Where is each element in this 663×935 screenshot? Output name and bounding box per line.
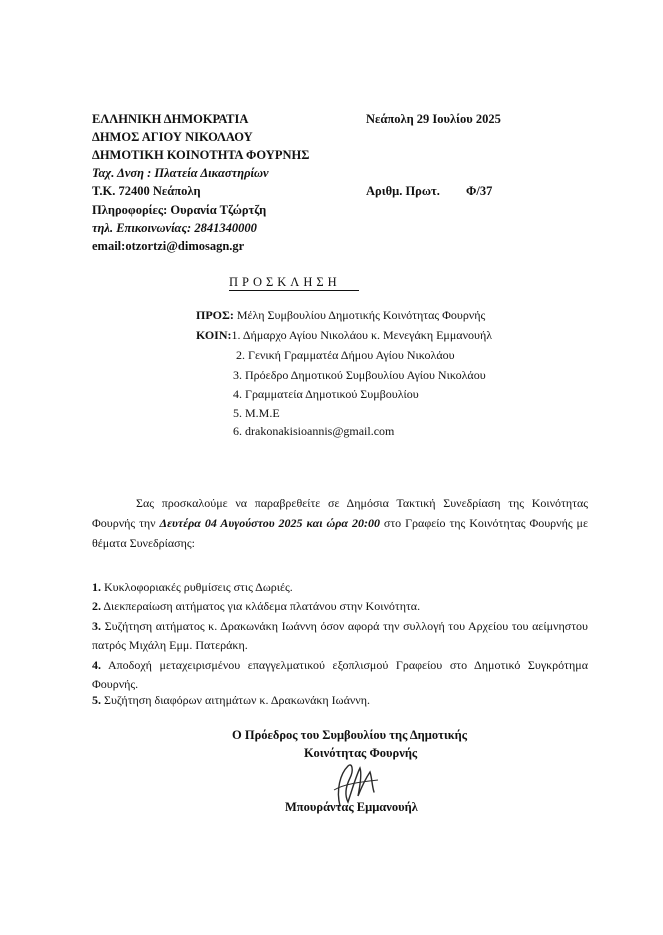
agenda-number: 5. [92, 693, 101, 707]
cc-item: 4. Γραμματεία Δημοτικού Συμβουλίου [233, 387, 419, 401]
protocol-label: Αριθμ. Πρωτ. [366, 184, 440, 198]
agenda-text: Συζήτηση αιτήματος κ. Δρακωνάκη Ιωάννη όσον αφορά την συλλογή του Αρχείου του αείμνηστου πατρός Μιχάλη Εμμ. Πατεράκη. [92, 619, 588, 652]
document-date: Νεάπολη 29 Ιουλίου 2025 [366, 112, 501, 126]
signature-title-line1: Ο Πρόεδρος του Συμβουλίου της Δημοτικής [232, 728, 468, 742]
cc-line-1 [196, 328, 492, 343]
phone-number: τηλ. Επικοινωνίας: 2841340000 [92, 221, 257, 235]
agenda-number: 4. [92, 658, 101, 672]
cc-item: 6. drakonakisioannis@gmail.com [233, 424, 395, 438]
agenda-item [92, 656, 588, 694]
cc-item: 5. Μ.Μ.Ε [233, 406, 280, 420]
cc-label: ΚΟΙΝ: [196, 328, 232, 342]
agenda-item [92, 693, 588, 708]
postal-address: Ταχ. Δνση : Πλατεία Δικαστηρίων [92, 166, 269, 180]
info-contact: Πληροφορίες: Ουρανία Τζώρτζη [92, 203, 267, 217]
agenda-text: Κυκλοφοριακές ρυθμίσεις στις Δωριές. [104, 580, 293, 594]
agenda-item [92, 617, 588, 655]
signature-title-line2: Κοινότητας Φουρνής [304, 746, 418, 760]
protocol-number: Φ/37 [466, 184, 493, 198]
municipality-name: ΔΗΜΟΣ ΑΓΙΟΥ ΝΙΚΟΛΑΟΥ [92, 130, 253, 144]
agenda-number: 1. [92, 580, 101, 594]
agenda-text: Διεκπεραίωση αιτήματος για κλάδεμα πλατάνου στην Κοινότητα. [103, 599, 421, 613]
signatory-name: Μπουράντας Εμμανουήλ [285, 800, 418, 814]
cc-item: 3. Πρόεδρο Δημοτικού Συμβουλίου Αγίου Νικολάου [233, 368, 486, 382]
agenda-text: Αποδοχή μεταχειρισμένου επαγγελματικού εξοπλισμού Γραφείου στο Δημοτικό Συγκρότημα Φουρνής. [92, 658, 588, 691]
agenda-item [92, 599, 588, 614]
cc-item: 1. Δήμαρχο Αγίου Νικολάου κ. Μενεγάκη Εμμανουήλ [231, 328, 493, 342]
agenda-number: 3. [92, 619, 101, 633]
document-title: ΠΡΟΣΚΛΗΣΗ [229, 275, 359, 291]
to-line [196, 308, 485, 323]
agenda-item [92, 580, 588, 595]
cc-item: 2. Γενική Γραμματέα Δήμου Αγίου Νικολάου [236, 348, 455, 362]
agenda-number: 2. [92, 599, 101, 613]
community-name: ΔΗΜΟΤΙΚΗ ΚΟΙΝΟΤΗΤΑ ΦΟΥΡΝΗΣ [92, 148, 310, 162]
invitation-text-part2: στο Γραφείο της Κοινότητας Φουρνής με θέματα Συνεδρίασης: [92, 516, 589, 550]
org-name: ΕΛΛΗΝΙΚΗ ΔΗΜΟΚΡΑΤΙΑ [92, 112, 249, 126]
to-text: Μέλη Συμβουλίου Δημοτικής Κοινότητας Φουρνής [236, 308, 486, 322]
email-address: email:otzortzi@dimosagn.gr [92, 239, 245, 253]
meeting-date: Δευτέρα 04 Αυγούστου 2025 και ώρα 20:00 [159, 516, 380, 530]
to-label: ΠΡΟΣ: [196, 308, 234, 322]
agenda-text: Συζήτηση διαφόρων αιτημάτων κ. Δρακωνάκη Ιωάννη. [104, 693, 370, 707]
invitation-text-part1: Σας προσκαλούμε να παραβρεθείτε σε Δημόσια Τακτική Συνεδρίαση της Κοινότητας Φουρνής την [92, 496, 588, 530]
postal-code: Τ.Κ. 72400 Νεάπολη [92, 184, 201, 198]
invitation-paragraph [92, 493, 588, 553]
